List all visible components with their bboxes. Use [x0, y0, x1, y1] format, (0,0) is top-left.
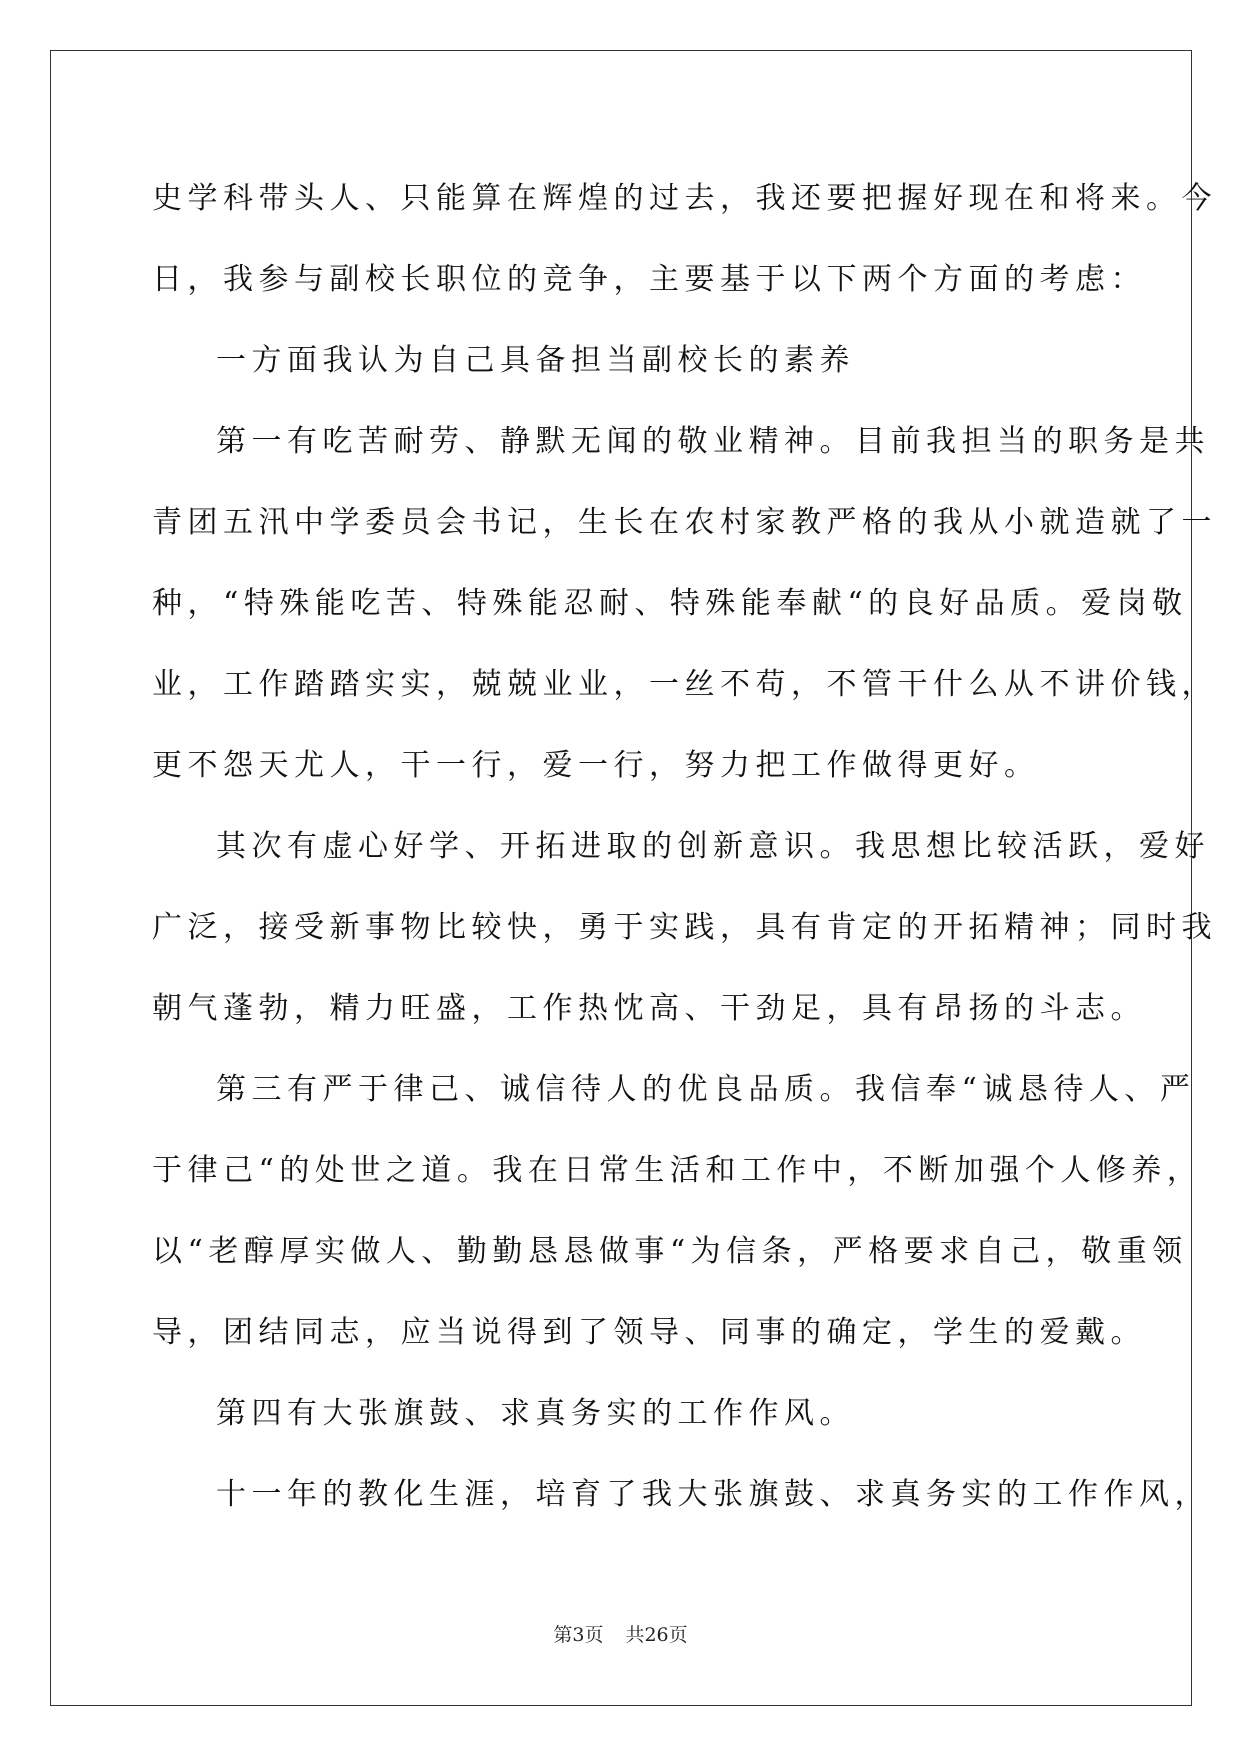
document-body: [152, 158, 1217, 1535]
text-line-5: 青团五汛中学委员会书记，生长在农村家教严格的我从小就造就了一: [152, 505, 1217, 540]
text-line-1: 史学科带头人、只能算在辉煌的过去，我还要把握好现在和将来。今: [152, 181, 1217, 216]
text-line-14: 以“老醇厚实做人、勤勤恳恳做事“为信条，严格要求自己，敬重领: [152, 1234, 1188, 1269]
text-line-15: 导，团结同志，应当说得到了领导、同事的确定，学生的爱戴。: [152, 1315, 1146, 1350]
text-line-4: 第一有吃苦耐劳、静默无闻的敬业精神。目前我担当的职务是共: [216, 424, 1210, 459]
text-line-16: 第四有大张旗鼓、求真务实的工作作风。: [216, 1396, 855, 1431]
text-line-10: 广泛，接受新事物比较快，勇于实践，具有肯定的开拓精神；同时我: [152, 910, 1217, 945]
text-line-8: 更不怨天尤人，干一行，爱一行，努力把工作做得更好。: [152, 748, 1040, 783]
text-line-7: 业，工作踏踏实实，兢兢业业，一丝不苟，不管干什么从不讲价钱，: [152, 667, 1217, 702]
page-number: 第3页: [553, 1624, 604, 1646]
text-line-6: 种，“特殊能吃苦、特殊能忍耐、特殊能奉献“的良好品质。爱岗敬: [152, 586, 1188, 621]
text-line-9: 其次有虚心好学、开拓进取的创新意识。我思想比较活跃，爱好: [216, 829, 1210, 864]
total-pages: 共26页: [625, 1624, 688, 1646]
text-line-3: 一方面我认为自己具备担当副校长的素养: [216, 343, 855, 378]
text-line-12: 第三有严于律己、诚信待人的优良品质。我信奉“诚恳待人、严: [216, 1072, 1196, 1107]
text-line-13: 于律己“的处世之道。我在日常生活和工作中，不断加强个人修养，: [152, 1153, 1203, 1188]
text-line-17: 十一年的教化生涯，培育了我大张旗鼓、求真务实的工作作风，: [216, 1477, 1210, 1512]
text-line-11: 朝气蓬勃，精力旺盛，工作热忱高、干劲足，具有昂扬的斗志。: [152, 991, 1146, 1026]
text-line-2: 日，我参与副校长职位的竞争，主要基于以下两个方面的考虑：: [152, 262, 1146, 297]
page-footer: [0, 1620, 1241, 1647]
